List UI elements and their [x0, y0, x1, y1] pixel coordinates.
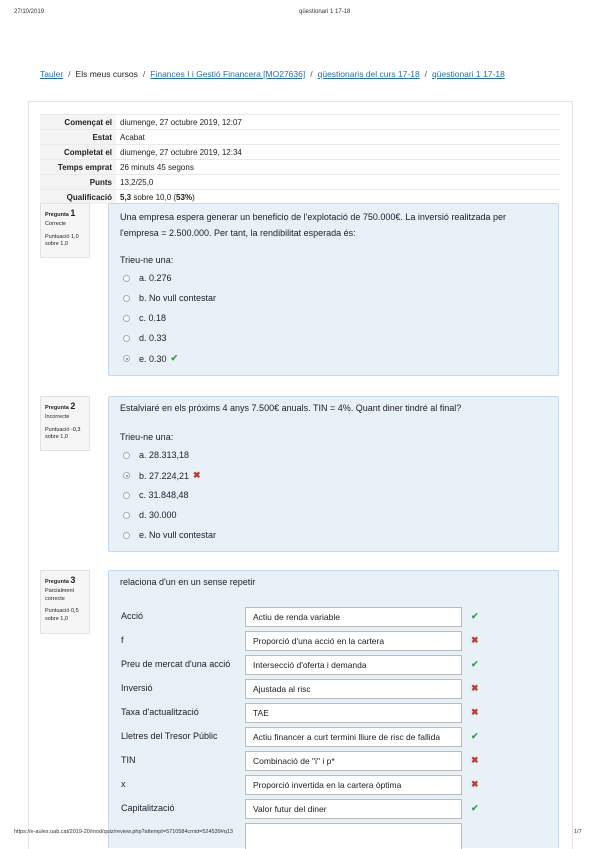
check-icon: ✔: [471, 803, 479, 813]
answer-option[interactable]: a. 28.313,18: [123, 450, 189, 460]
grade-percent: 53%: [176, 192, 193, 202]
match-select[interactable]: Proporció invertida en la cartera òptima: [245, 775, 462, 795]
cross-icon: ✖: [471, 755, 479, 765]
question-status: Parcialment correcte: [45, 588, 75, 602]
summary-row: Punts 13,2/25,0: [40, 175, 560, 190]
check-icon: ✔: [471, 611, 479, 621]
answer-option[interactable]: c. 31.848,48: [123, 490, 189, 500]
match-select[interactable]: Valor futur del diner: [245, 799, 462, 819]
breadcrumb-separator: /: [310, 69, 313, 79]
match-left-label: Lletres del Tresor Públic: [121, 731, 218, 741]
question-2-info: Pregunta 2 Incorrecte Puntuació -0,3 sobre 1,0: [40, 396, 90, 451]
match-left-label: Preu de mercat d'una acció: [121, 659, 231, 669]
cross-icon: ✖: [471, 779, 479, 789]
summary-row: Estat Acabat: [40, 130, 560, 145]
breadcrumb-separator: /: [424, 69, 428, 79]
breadcrumb-my-courses: Els meus cursos: [75, 69, 138, 79]
print-date: 27/10/2019: [14, 9, 45, 15]
radio-button[interactable]: [123, 512, 130, 519]
question-1-info: Pregunta 1 Correcte Puntuació 1,0 sobre 1,0: [40, 203, 90, 258]
answer-option[interactable]: a. 0.276: [123, 273, 172, 283]
radio-button[interactable]: [123, 275, 130, 282]
question-mark: Puntuació 0,5 sobre 1,0: [45, 608, 79, 622]
question-text: relaciona d'un en un sense repetir: [120, 577, 256, 587]
radio-button[interactable]: [123, 335, 130, 342]
match-select[interactable]: Actiu financer a curt termini lliure de risc de fallida: [245, 727, 462, 747]
question-mark: Puntuació -0,3 sobre 1,0: [45, 426, 81, 441]
print-title: qüestionari 1 17-18: [299, 9, 351, 15]
breadcrumb-separator: /: [142, 69, 146, 79]
question-number: 1: [70, 208, 76, 218]
question-mark: Puntuació 1,0 sobre 1,0: [45, 233, 79, 248]
question-1-content: [108, 203, 559, 376]
breadcrumb-separator: /: [68, 69, 71, 79]
answer-option[interactable]: c. 0.18: [123, 313, 166, 323]
answer-option-selected[interactable]: b. 27.224,21 ✖: [123, 470, 201, 481]
breadcrumb-quiz[interactable]: qüestionari 1 17-18: [432, 69, 505, 79]
check-icon: ✔: [471, 659, 479, 669]
question-3-content: [108, 570, 559, 848]
match-select[interactable]: TAE: [245, 703, 462, 723]
breadcrumb: [40, 69, 505, 79]
attempt-summary: [40, 114, 560, 204]
answer-option[interactable]: e. No vull contestar: [123, 530, 216, 540]
answer-option[interactable]: d. 30.000: [123, 510, 177, 520]
cross-icon: ✖: [471, 635, 479, 645]
cross-icon: ✖: [471, 683, 479, 693]
answer-option[interactable]: b. No vull contestar: [123, 293, 216, 303]
summary-row: Començat el diumenge, 27 octubre 2019, 12:07: [40, 115, 560, 130]
question-3-info: Pregunta 3 Parcialment correcte Puntuació 0,5 sobre 1,0: [40, 570, 90, 634]
match-left-label: Capitalització: [121, 803, 175, 813]
answer-option-selected[interactable]: e. 0.30 ✔: [123, 353, 178, 364]
question-text: Estalviaré en els próxims 4 anys 7.500€ anuals. TIN = 4%. Quant diner tindré al final?: [120, 403, 462, 413]
question-number: 2: [70, 401, 76, 411]
match-select[interactable]: Combinació de "i" i p*: [245, 751, 462, 771]
radio-button[interactable]: [123, 452, 130, 459]
radio-button-selected[interactable]: [123, 355, 130, 362]
question-2-content: [108, 396, 559, 552]
match-left-label: Inversió: [121, 683, 153, 693]
radio-button[interactable]: [123, 295, 130, 302]
breadcrumb-course[interactable]: Finances I i Gestió Financera [MO27636]: [150, 69, 306, 79]
question-text: Una empresa espera generar un beneficio de l'explotació de 750.000€. La inversió realitzada per l'empresa = 2.500.000. Per tant, la rendibilitat esperada és:: [120, 212, 506, 238]
question-status: Correcte: [45, 221, 67, 228]
question-status: Incorrecte: [45, 414, 70, 421]
match-select[interactable]: Ajustada al risc: [245, 679, 462, 699]
check-icon: ✔: [170, 353, 179, 363]
cross-icon: ✖: [193, 470, 201, 480]
answer-prompt: Trieu-ne una:: [120, 255, 174, 265]
match-select[interactable]: Proporció d'una acció en la cartera: [245, 631, 462, 651]
answer-option[interactable]: d. 0.33: [123, 333, 167, 343]
match-left-label: TIN: [121, 755, 136, 765]
match-select-partial[interactable]: [245, 823, 462, 849]
match-left-label: f: [121, 635, 124, 645]
match-select[interactable]: Intersecció d'oferta i demanda: [245, 655, 462, 675]
radio-button-selected[interactable]: [123, 472, 130, 479]
match-left-label: Acció: [121, 611, 144, 621]
breadcrumb-tauler[interactable]: Tauler: [40, 69, 64, 79]
summary-row-grade: Qualificació 5,3 sobre 10,0 (53%): [40, 190, 560, 205]
breadcrumb-quizzes[interactable]: qüestionaris del curs 17-18: [317, 69, 420, 79]
summary-row: Completat el diumenge, 27 octubre 2019, 12:34: [40, 145, 560, 160]
match-left-label: Taxa d'actualització: [121, 707, 199, 717]
check-icon: ✔: [471, 731, 479, 741]
match-select[interactable]: Actiu de renda variable: [245, 607, 462, 627]
match-left-label: x: [121, 779, 126, 789]
cross-icon: ✖: [471, 707, 479, 717]
print-page-number: 1/7: [574, 829, 582, 835]
radio-button[interactable]: [123, 492, 130, 499]
question-number: 3: [70, 575, 76, 585]
radio-button[interactable]: [123, 315, 130, 322]
summary-row: Temps emprat 26 minuts 45 segons: [40, 160, 560, 175]
grade-value: 5,3: [120, 192, 132, 202]
answer-prompt: Trieu-ne una:: [120, 432, 174, 442]
radio-button[interactable]: [123, 532, 130, 539]
print-url: https://e-aules.uab.cat/2019-20/mod/quiz/review.php?attempt=5710584cmid=524539#q13: [14, 829, 233, 835]
